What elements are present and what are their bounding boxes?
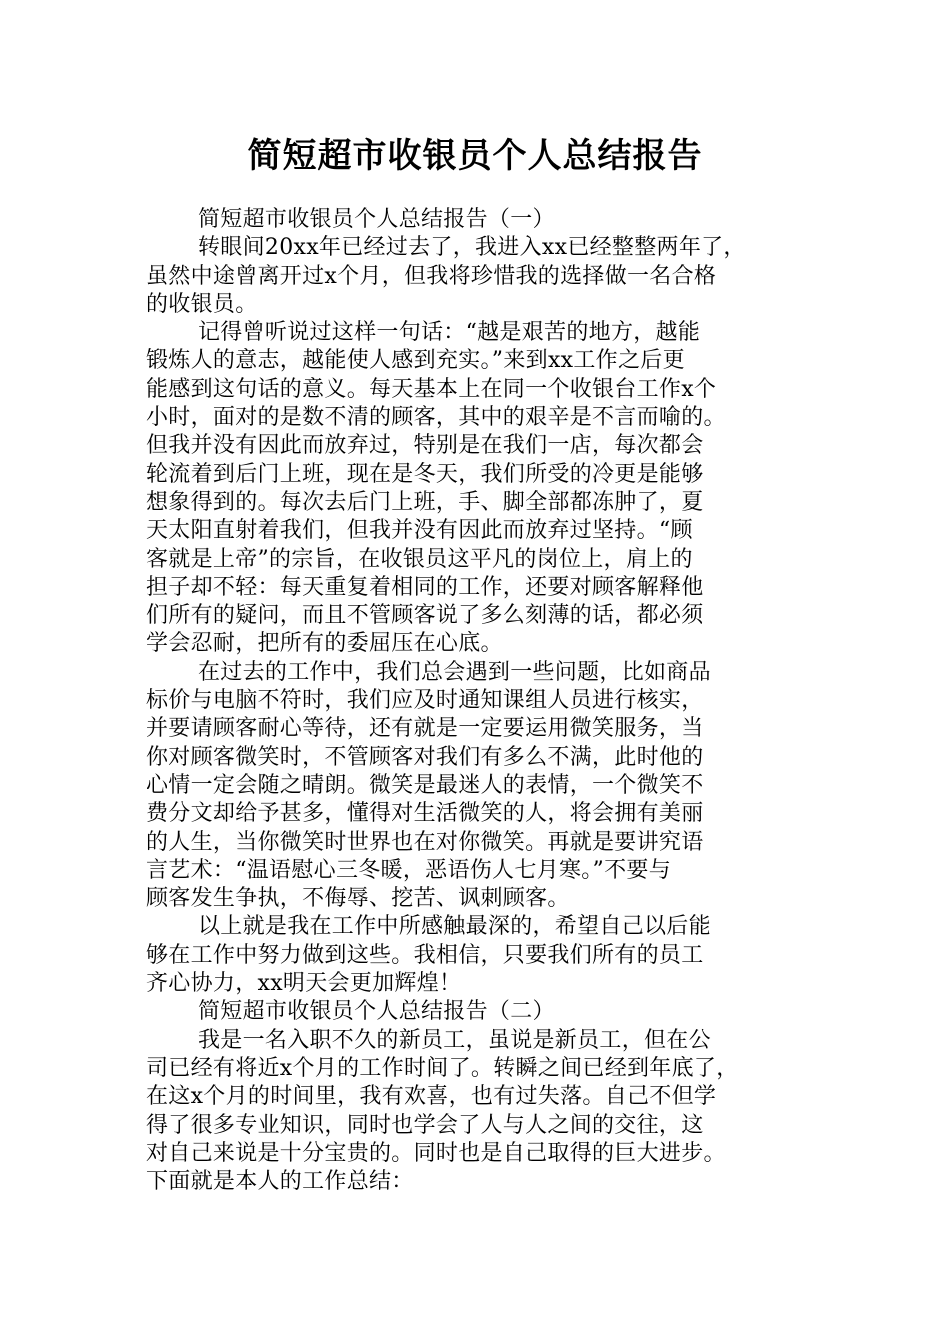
text-line: 简短超市收银员个人总结报告（一） bbox=[198, 207, 555, 232]
text-line: 的收银员。 bbox=[146, 291, 258, 317]
text-line: 担子却不轻：每天重复着相同的工作，还要对顾客解释他 bbox=[146, 574, 704, 600]
text-line: 对自己来说是十分宝贵的。同时也是自己取得的巨大进步。 bbox=[146, 1140, 726, 1166]
text-line: 锻炼人的意志，越能使人感到充实。”来到xx工作之后更 bbox=[146, 348, 685, 374]
document-title: 简短超市收银员个人总结报告 bbox=[247, 136, 703, 176]
text-line: 们所有的疑问，而且不管顾客说了多么刻薄的话，都必须 bbox=[146, 603, 704, 629]
text-line: 齐心协力，xx明天会更加辉煌！ bbox=[146, 971, 462, 997]
text-line: 你对顾客微笑时，不管顾客对我们有多么不满，此时他的 bbox=[146, 744, 704, 770]
text-line: 顾客发生争执，不侮辱、挖苦、讽刺顾客。 bbox=[146, 886, 570, 912]
text-line: 费分文却给予甚多，懂得对生活微笑的人，将会拥有美丽 bbox=[146, 801, 704, 827]
text-line: 能感到这句话的意义。每天基本上在同一个收银台工作x个 bbox=[146, 376, 717, 402]
text-line: 以上就是我在工作中所感触最深的，希望自己以后能 bbox=[198, 914, 711, 940]
text-line: 标价与电脑不符时，我们应及时通知课组人员进行核实， bbox=[146, 688, 704, 714]
text-line: 天太阳直射着我们，但我并没有因此而放弃过坚持。“顾 bbox=[146, 518, 693, 544]
text-line: 下面就是本人的工作总结： bbox=[146, 1169, 414, 1195]
text-line: 够在工作中努力做到这些。我相信，只要我们所有的员工 bbox=[146, 942, 704, 968]
text-line: 小时，面对的是数不清的顾客，其中的艰辛是不言而喻的。 bbox=[146, 405, 726, 431]
text-line: 在这x个月的时间里，我有欢喜，也有过失落。自己不但学 bbox=[146, 1084, 717, 1110]
text-line: 言艺术：“温语慰心三冬暖，恶语伤人七月寒。”不要与 bbox=[146, 857, 671, 883]
text-line: 在过去的工作中，我们总会遇到一些问题，比如商品 bbox=[198, 659, 711, 685]
text-line: 但我并没有因此而放弃过，特别是在我们一店，每次都会 bbox=[146, 433, 704, 459]
text-line: 虽然中途曾离开过x个月，但我将珍惜我的选择做一名合格 bbox=[146, 263, 717, 289]
text-line: 轮流着到后门上班，现在是冬天，我们所受的冷更是能够 bbox=[146, 461, 704, 487]
text-line: 司已经有将近x个月的工作时间了。转瞬之间已经到年底了， bbox=[146, 1055, 739, 1081]
document-body bbox=[146, 206, 816, 1196]
text-line: 得了很多专业知识，同时也学会了人与人之间的交往，这 bbox=[146, 1112, 704, 1138]
text-line: 客就是上帝”的宗旨，在收银员这平凡的岗位上，肩上的 bbox=[146, 546, 693, 572]
text-line: 心情一定会随之晴朗。微笑是最迷人的表情，一个微笑不 bbox=[146, 772, 704, 798]
text-line: 简短超市收银员个人总结报告（二） bbox=[198, 999, 555, 1025]
text-line: 想象得到的。每次去后门上班，手、脚全部都冻肿了，夏 bbox=[146, 489, 704, 515]
text-line: 转眼间20xx年已经过去了，我进入xx已经整整两年了， bbox=[198, 235, 746, 261]
text-line: 记得曾听说过这样一句话：“越是艰苦的地方，越能 bbox=[198, 320, 701, 346]
text-line: 并要请顾客耐心等待，还有就是一定要运用微笑服务，当 bbox=[146, 716, 704, 742]
text-line: 的人生，当你微笑时世界也在对你微笑。再就是要讲究语 bbox=[146, 829, 704, 855]
text-line: 学会忍耐，把所有的委屈压在心底。 bbox=[146, 631, 503, 657]
text-line: 我是一名入职不久的新员工，虽说是新员工，但在公 bbox=[198, 1027, 711, 1053]
